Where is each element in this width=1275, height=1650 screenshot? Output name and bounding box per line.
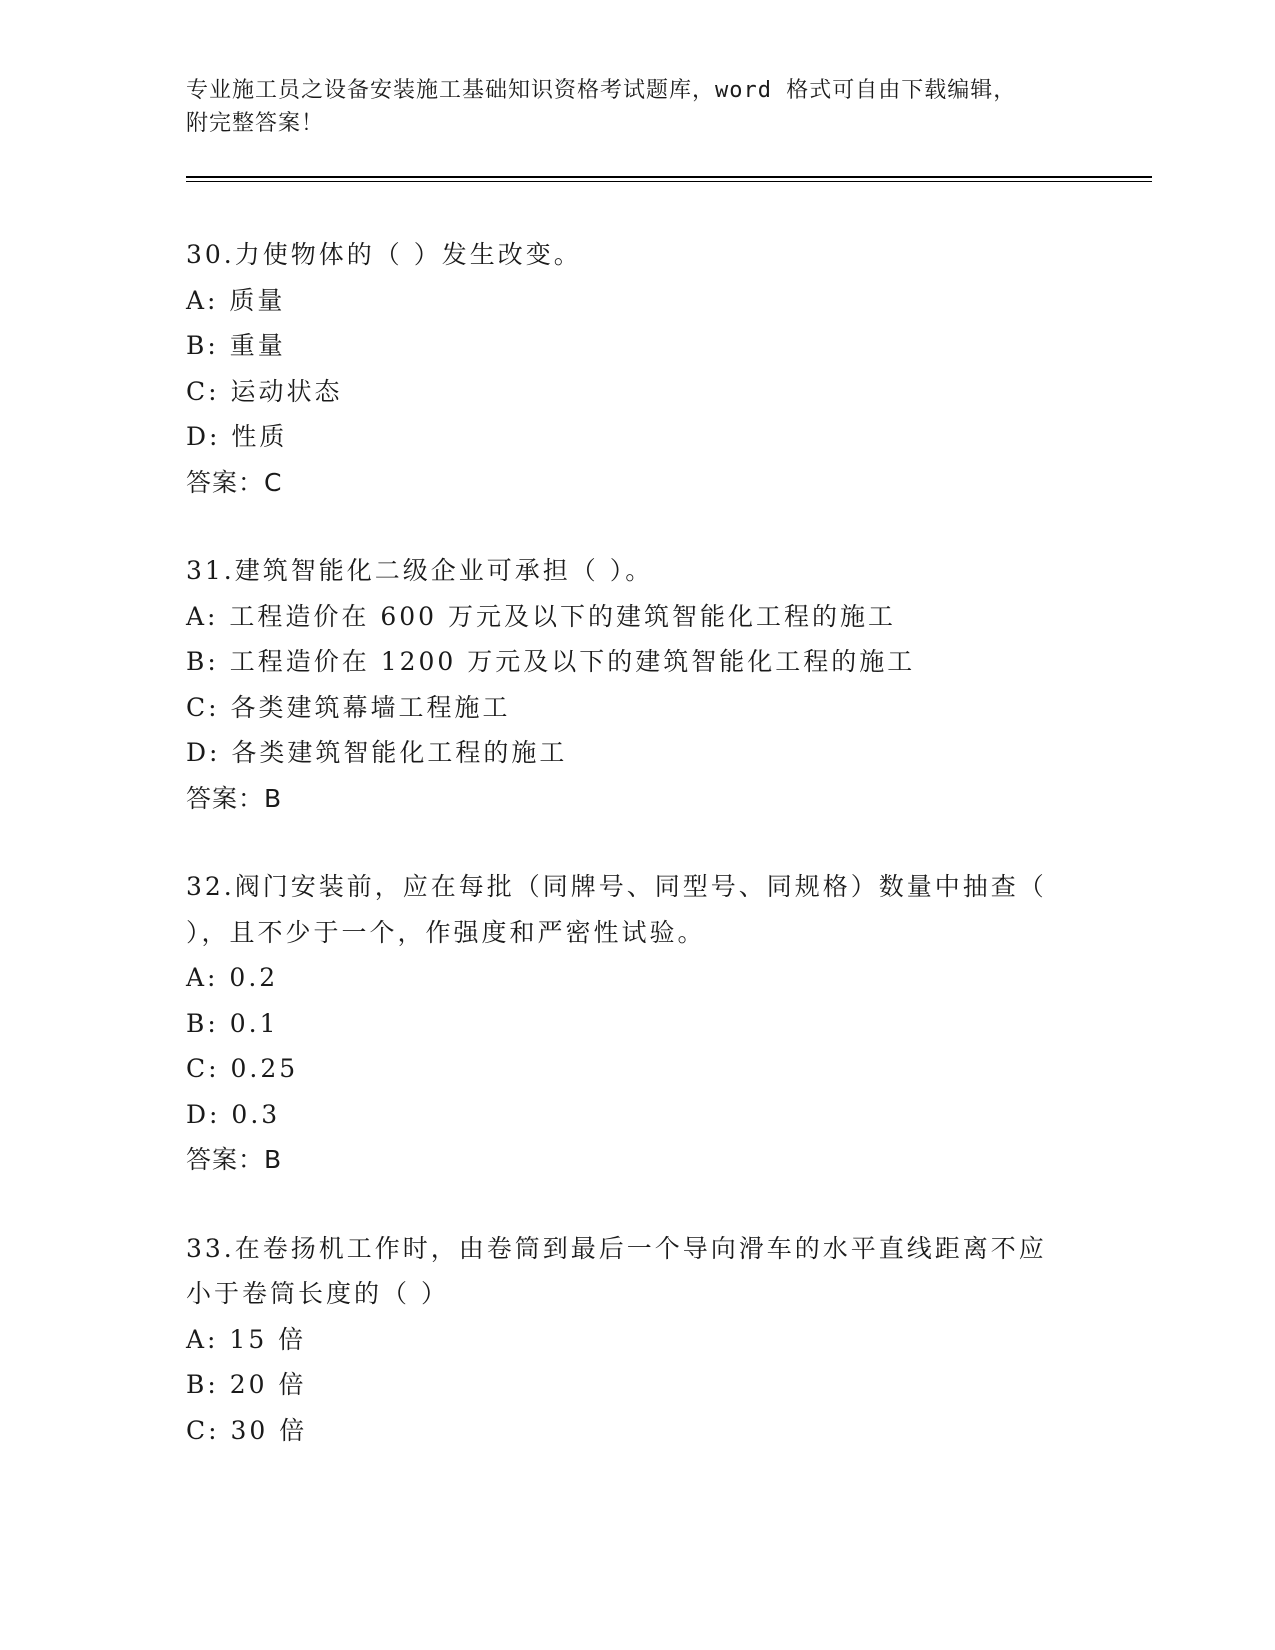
header-divider-thin — [186, 181, 1152, 182]
question-33 — [186, 1226, 1086, 1454]
question-stem: 32.阀门安装前，应在每批（同牌号、同型号、同规格）数量中抽查（ — [186, 872, 1047, 901]
answer-line: 答案：B — [186, 1145, 283, 1174]
answer-line: 答案：B — [186, 783, 283, 813]
question-stem-continued: 小于卷筒长度的（ ） — [186, 1279, 449, 1308]
question-stem-continued: ），且不少于一个，作强度和严密性试验。 — [186, 917, 706, 947]
option-b: B: 重量 — [186, 331, 286, 360]
question-spacer — [186, 1183, 1086, 1226]
option-b: B: 0.1 — [186, 1008, 279, 1038]
option-a: A: 质量 — [186, 285, 286, 315]
option-d: D: 性质 — [186, 422, 288, 451]
option-a: A: 0.2 — [186, 963, 279, 992]
header-line-2: 附完整答案！ — [186, 111, 325, 136]
option-a: A: 工程造价在 600 万元及以下的建筑智能化工程的施工 — [186, 601, 897, 631]
question-31 — [186, 548, 1086, 821]
option-d: D: 各类建筑智能化工程的施工 — [186, 738, 568, 767]
option-c: C: 0.25 — [186, 1054, 299, 1083]
option-b: B: 工程造价在 1200 万元及以下的建筑智能化工程的施工 — [186, 647, 916, 676]
question-stem: 33.在卷扬机工作时，由卷筒到最后一个导向滑车的水平直线距离不应 — [186, 1233, 1047, 1263]
question-list — [186, 232, 1086, 1453]
option-c: C: 运动状态 — [186, 376, 343, 406]
question-stem: 31.建筑智能化二级企业可承担（ ）。 — [186, 556, 654, 585]
question-spacer — [186, 505, 1086, 548]
answer-line: 答案：C — [186, 467, 283, 497]
question-32 — [186, 864, 1086, 1183]
question-30 — [186, 232, 1086, 505]
header-line-1: 专业施工员之设备安装施工基础知识资格考试题库，word 格式可自由下载编辑， — [186, 78, 1017, 103]
header-divider-thick — [186, 176, 1152, 178]
option-a: A: 15 倍 — [186, 1324, 307, 1354]
question-stem: 30.力使物体的（ ）发生改变。 — [186, 240, 582, 269]
document-header — [186, 74, 1086, 140]
option-c: C: 各类建筑幕墙工程施工 — [186, 692, 511, 722]
option-c: C: 30 倍 — [186, 1415, 308, 1445]
option-d: D: 0.3 — [186, 1099, 281, 1129]
question-spacer — [186, 821, 1086, 864]
option-b: B: 20 倍 — [186, 1370, 307, 1399]
